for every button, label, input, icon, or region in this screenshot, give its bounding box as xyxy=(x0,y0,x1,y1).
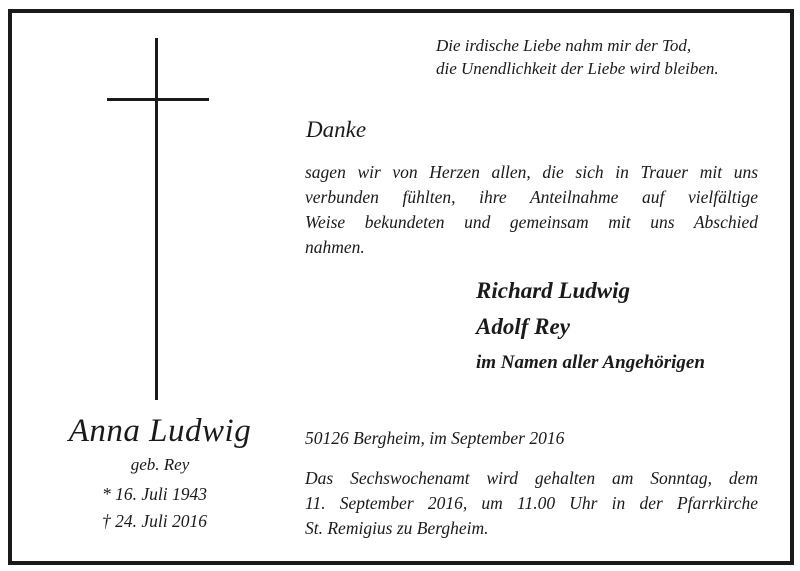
thanks-heading: Danke xyxy=(306,117,367,142)
thanks-line-1: sagen wir von Herzen allen, die sich in Trauer mit uns xyxy=(305,162,758,182)
signatory-note: im Namen aller Angehörigen xyxy=(476,352,705,373)
signatory-name-1: Richard Ludwig xyxy=(476,278,631,303)
signatory-name-2: Adolf Rey xyxy=(476,314,570,339)
motto xyxy=(436,34,719,80)
death-date: † 24. Juli 2016 xyxy=(102,511,207,531)
motto-line-2: die Unendlichkeit der Liebe wird bleiben. xyxy=(436,59,719,78)
thanks-line-2: verbunden fühlten, ihre Anteilnahme auf vielfältige xyxy=(305,187,758,207)
service-line-1: Das Sechswochenamt wird gehalten am Sonntag, dem xyxy=(305,468,758,488)
deceased-name: Anna Ludwig xyxy=(68,413,252,449)
cross-vertical-bar xyxy=(155,38,158,400)
thanks-line-3: Weise bekundeten und gemeinsam mit uns Abschied xyxy=(305,212,758,232)
thanks-line-4: nahmen. xyxy=(305,237,365,257)
service-announcement xyxy=(305,466,758,541)
service-line-2: 11. September 2016, um 11.00 Uhr in der Pfarrkirche xyxy=(305,493,758,513)
cross-horizontal-bar xyxy=(107,98,209,101)
place-and-date: 50126 Bergheim, im September 2016 xyxy=(305,428,565,448)
birth-date: * 16. Juli 1943 xyxy=(102,484,207,504)
motto-line-1: Die irdische Liebe nahm mir der Tod, xyxy=(436,36,692,55)
thanks-text xyxy=(305,160,758,260)
service-line-3: St. Remigius zu Bergheim. xyxy=(305,518,489,538)
deceased-maiden-name: geb. Rey xyxy=(130,455,190,474)
